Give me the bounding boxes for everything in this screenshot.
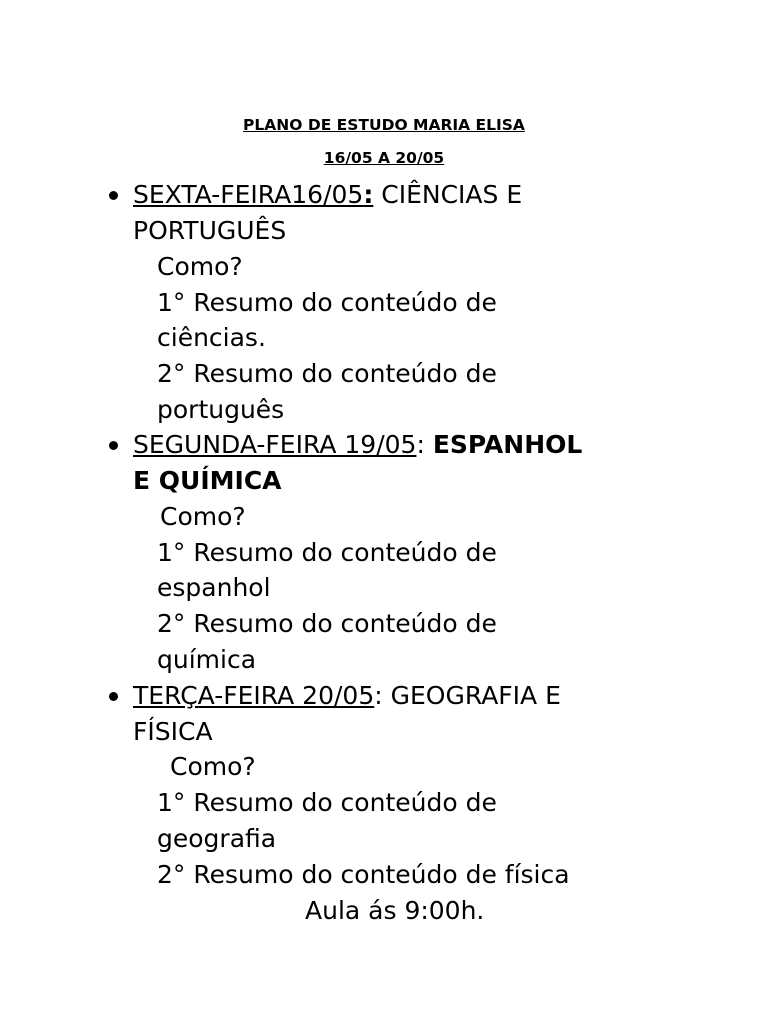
day-separator: :	[416, 430, 433, 459]
day-subjects: ESPANHOL	[432, 430, 583, 459]
step-item: 1° Resumo do conteúdo de	[157, 788, 497, 817]
step-item-continuation: química	[157, 645, 257, 674]
how-label: Como?	[157, 252, 243, 281]
step-item-continuation: português	[157, 395, 285, 424]
day-label: SEXTA-FEIRA16/05	[133, 180, 364, 209]
class-time-note: Aula ás 9:00h.	[305, 896, 485, 925]
day-subjects: CIÊNCIAS E	[373, 180, 523, 209]
bullet-point-icon	[109, 441, 118, 450]
step-item: 2° Resumo do conteúdo de	[157, 609, 497, 638]
day-subjects-continuation: PORTUGUÊS	[133, 216, 287, 245]
step-item: 1° Resumo do conteúdo de	[157, 538, 497, 567]
bullet-point-icon	[109, 191, 118, 200]
day-separator: :	[363, 180, 374, 209]
day-separator: :	[374, 681, 383, 710]
step-item: 2° Resumo do conteúdo de física	[157, 860, 570, 889]
day-heading-tuesday	[133, 678, 561, 714]
how-label: Como?	[170, 752, 256, 781]
step-item-continuation: ciências.	[157, 323, 266, 352]
day-heading-friday	[133, 177, 522, 213]
day-subjects: GEOGRAFIA E	[382, 681, 561, 710]
step-item-continuation: geografia	[157, 824, 277, 853]
bullet-point-icon	[109, 692, 118, 701]
day-label: SEGUNDA-FEIRA 19/05	[133, 430, 417, 459]
how-label: Como?	[160, 502, 246, 531]
day-subjects-continuation: FÍSICA	[133, 717, 213, 746]
day-subjects-continuation: E QUÍMICA	[133, 466, 282, 495]
step-item: 1° Resumo do conteúdo de	[157, 288, 497, 317]
step-item: 2° Resumo do conteúdo de	[157, 359, 497, 388]
document-date-range: 16/05 A 20/05	[323, 149, 445, 167]
day-heading-monday	[133, 427, 582, 463]
step-item-continuation: espanhol	[157, 573, 271, 602]
document-title: PLANO DE ESTUDO MARIA ELISA	[243, 116, 525, 134]
day-label: TERÇA-FEIRA 20/05	[133, 681, 375, 710]
